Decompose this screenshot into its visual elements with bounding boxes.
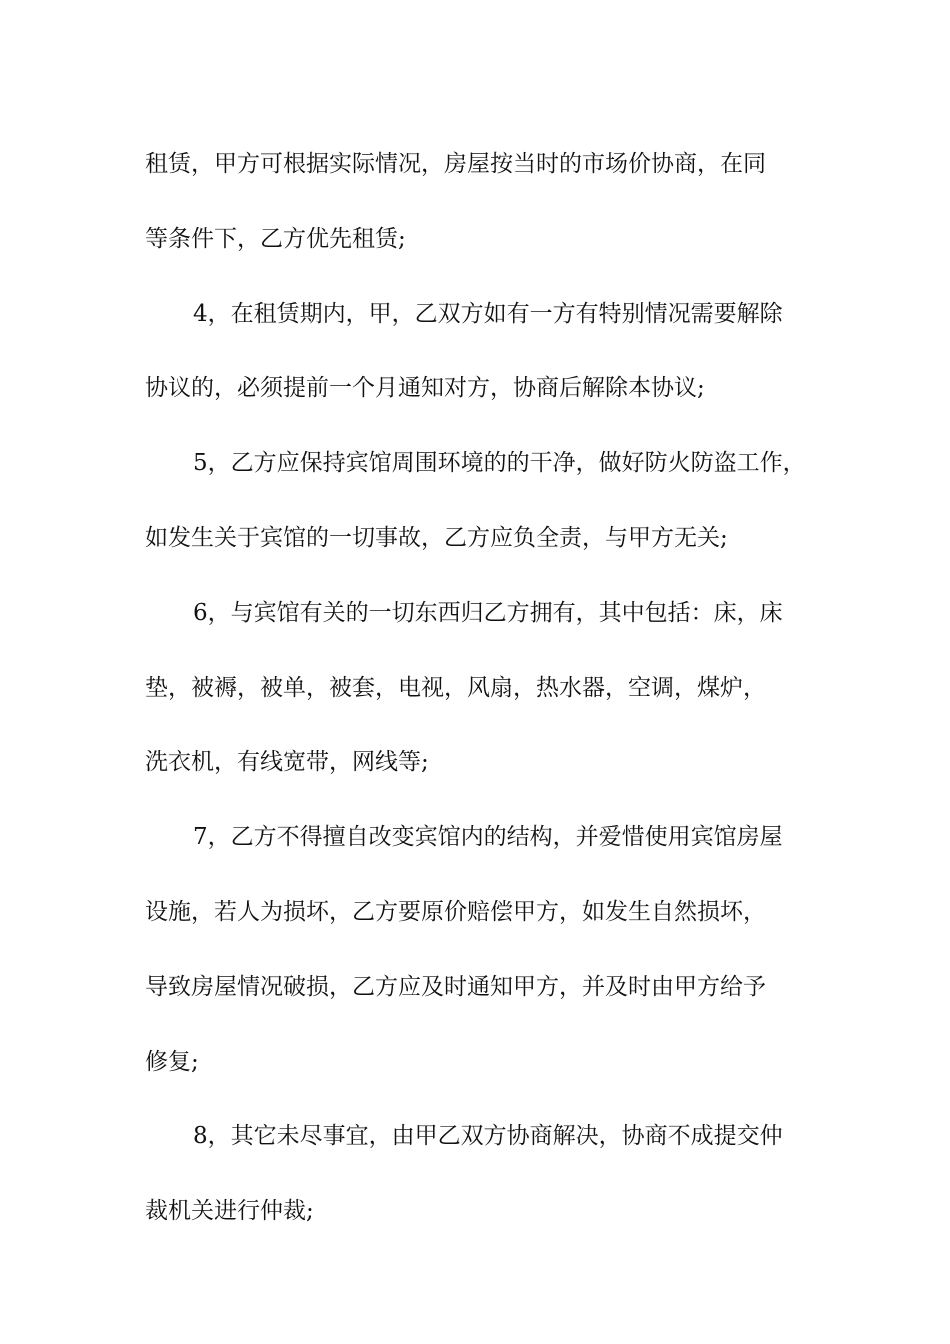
text-line: 等条件下，乙方优先租赁; <box>145 225 406 252</box>
text-line: 6，与宾馆有关的一切东西归乙方拥有，其中包括：床，床 <box>193 599 783 626</box>
text-line: 设施，若人为损坏，乙方要原价赔偿甲方，如发生自然损坏， <box>145 898 766 925</box>
text-line: 协议的，必须提前一个月通知对方，协商后解除本协议; <box>145 375 705 402</box>
text-line: 4，在租赁期内，甲，乙双方如有一方有特别情况需要解除 <box>193 300 783 327</box>
text-line: 如发生关于宾馆的一切事故，乙方应负全责，与甲方无关; <box>145 524 728 551</box>
text-line: 租赁，甲方可根据实际情况，房屋按当时的市场价协商，在同 <box>145 151 766 177</box>
text-line: 8，其它未尽事宜，由甲乙双方协商解决，协商不成提交仲 <box>193 1123 783 1150</box>
text-line: 5，乙方应保持宾馆周围环境的的干净，做好防火防盗工作， <box>193 450 806 477</box>
text-line: 7，乙方不得擅自改变宾馆内的结构，并爱惜使用宾馆房屋 <box>193 824 783 851</box>
text-line: 导致房屋情况破损，乙方应及时通知甲方，并及时由甲方给予 <box>145 973 766 1000</box>
text-line: 修复; <box>145 1048 199 1075</box>
text-line: 裁机关进行仲裁; <box>145 1198 314 1225</box>
body-text <box>145 127 815 1249</box>
text-line: 洗衣机，有线宽带，网线等; <box>145 749 429 776</box>
text-line: 垫，被褥，被单，被套，电视，风扇，热水器，空调，煤炉， <box>145 674 766 701</box>
